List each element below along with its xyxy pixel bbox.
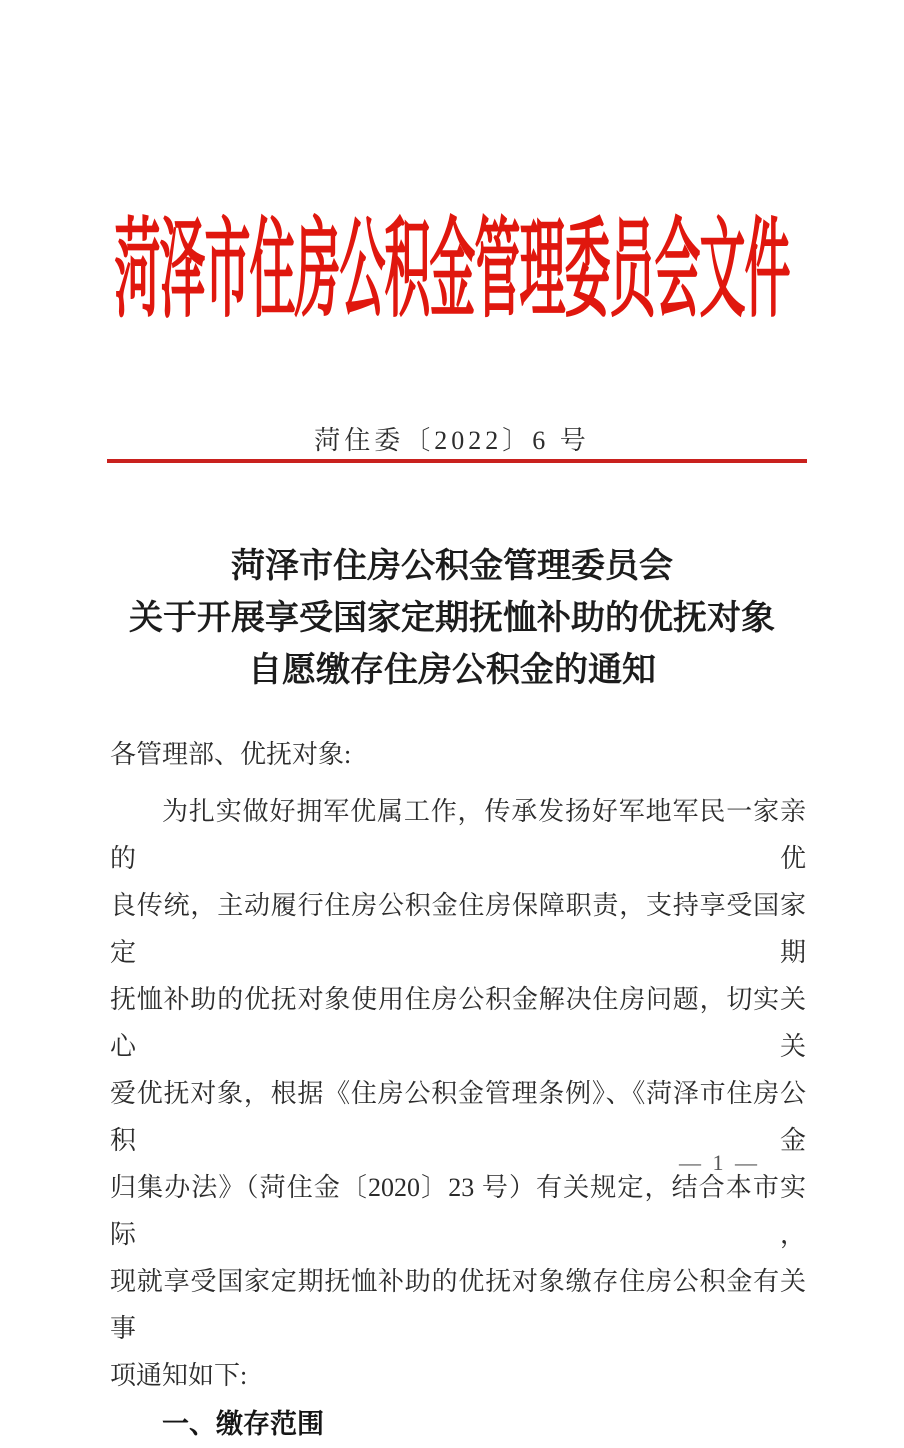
page-number: — 1 — [679,1150,760,1175]
document-body [110,731,806,1448]
paragraph-line: 项通知如下: [110,1361,248,1390]
section-heading-deposit-scope: 一、缴存范围 [162,1409,324,1439]
paragraph-line: 抚恤补助的优抚对象使用住房公积金解决住房问题，切实关心关 [110,985,806,1061]
paragraph-line: 为扎实做好拥军优属工作，传承发扬好军地军民一家亲的优 [110,797,806,873]
paragraph-line: 爱优抚对象，根据《住房公积金管理条例》、《菏泽市住房公积金 [110,1079,806,1155]
title-line-authority: 菏泽市住房公积金管理委员会 [231,548,673,585]
red-divider-line [107,459,807,463]
paragraph-line: 良传统，主动履行住房公积金住房保障职责，支持享受国家定期 [110,891,806,967]
document-title [0,541,904,697]
issuing-authority-banner-text: 菏泽市住房公积金管理委员会文件 [114,210,790,331]
paragraph-line: 归集办法》（菏住金〔2020〕23 号）有关规定，结合本市实际， [110,1173,806,1249]
salutation-line: 各管理部、优抚对象: [110,740,352,769]
title-line-subject: 关于开展享受国家定期抚恤补助的优抚对象 [129,600,775,637]
document-reference-number: 菏住委〔2022〕6 号 [314,426,590,455]
title-line-notice-type: 自愿缴存住房公积金的通知 [248,652,656,689]
intro-paragraph [110,788,806,1399]
red-letterhead-banner [0,198,904,331]
paragraph-line: 现就享受国家定期抚恤补助的优抚对象缴存住房公积金有关事 [110,1267,806,1343]
